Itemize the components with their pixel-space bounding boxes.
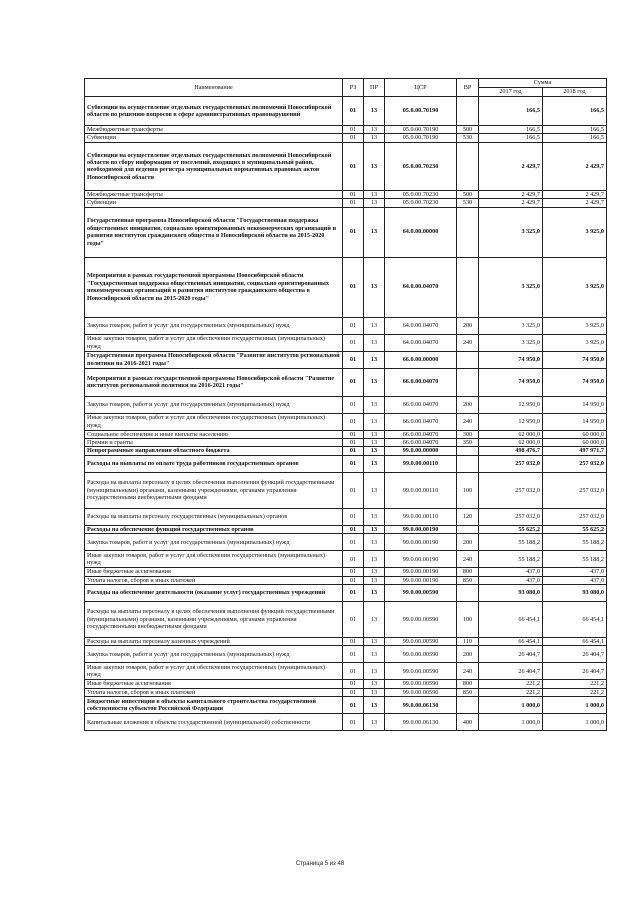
row-sum-2017: 498 476,7 <box>479 447 543 455</box>
row-sum-2018: 3 925,0 <box>543 317 607 334</box>
row-pr: 13 <box>364 455 385 472</box>
header-pr: ПР <box>364 79 385 97</box>
row-name: Мероприятия в рамках государственной программы Новосибирской области "Развитие институтов региональной политики на 2016-2021 годы" <box>85 368 343 396</box>
row-pr: 13 <box>364 551 385 568</box>
row-csr: 99.0.00.06130 <box>385 714 457 731</box>
row-csr: 05.0.00.70190 <box>385 134 457 142</box>
row-vr: 200 <box>457 646 479 663</box>
row-sum-2018: 2 429,7 <box>543 190 607 198</box>
row-pr: 13 <box>364 534 385 551</box>
row-pr: 13 <box>364 368 385 396</box>
row-sum-2017: 2 429,7 <box>479 199 543 207</box>
table-row <box>85 551 607 568</box>
row-pr: 13 <box>364 142 385 190</box>
row-rz: 01 <box>343 455 364 472</box>
row-name: Закупка товаров, работ и услуг для государственных (муниципальных) нужд <box>85 396 343 413</box>
row-rz: 01 <box>343 551 364 568</box>
row-rz: 01 <box>343 680 364 688</box>
row-vr <box>457 525 479 533</box>
row-rz: 01 <box>343 142 364 190</box>
row-pr: 13 <box>364 317 385 334</box>
row-sum-2017: 12 950,0 <box>479 396 543 413</box>
table-row <box>85 508 607 525</box>
table-row <box>85 568 607 576</box>
row-sum-2018: 14 950,0 <box>543 413 607 430</box>
table-row <box>85 430 607 438</box>
row-vr: 200 <box>457 317 479 334</box>
row-sum-2017: 1 000,0 <box>479 697 543 714</box>
row-name: Субвенции <box>85 199 343 207</box>
row-pr: 13 <box>364 714 385 731</box>
row-sum-2018: 26 404,7 <box>543 646 607 663</box>
row-name: Расходы на обеспечение функций государственных органов <box>85 525 343 533</box>
row-csr: 99.0.00.00590 <box>385 638 457 646</box>
row-vr: 100 <box>457 472 479 508</box>
row-sum-2017: 55 625,2 <box>479 525 543 533</box>
row-rz: 01 <box>343 585 364 602</box>
row-name: Субвенции <box>85 134 343 142</box>
row-vr <box>457 351 479 368</box>
row-sum-2018: 2 429,7 <box>543 199 607 207</box>
row-name: Расходы на выплаты по оплате труда работников государственных органов <box>85 455 343 472</box>
row-csr: 64.0.00.04070 <box>385 334 457 351</box>
table-body <box>85 97 607 731</box>
row-name: Непрограммные направления областного бюджета <box>85 447 343 455</box>
row-sum-2018: 2 429,7 <box>543 142 607 190</box>
row-sum-2018: 3 925,0 <box>543 257 607 317</box>
row-sum-2017: 55 188,2 <box>479 534 543 551</box>
row-vr <box>457 207 479 257</box>
header-vr: ВР <box>457 79 479 97</box>
row-pr: 13 <box>364 199 385 207</box>
row-rz: 01 <box>343 439 364 447</box>
row-vr <box>457 97 479 126</box>
table-row <box>85 413 607 430</box>
row-rz: 01 <box>343 134 364 142</box>
row-sum-2017: 2 429,7 <box>479 142 543 190</box>
header-name: Наименование <box>85 79 343 97</box>
row-csr: 05.0.00.70230 <box>385 190 457 198</box>
row-vr: 800 <box>457 568 479 576</box>
row-rz: 01 <box>343 396 364 413</box>
row-name: Закупка товаров, работ и услуг для государственных (муниципальных) нужд <box>85 646 343 663</box>
row-rz: 01 <box>343 646 364 663</box>
row-name: Расходы на выплаты персоналу в целях обеспечения выполнения функций государственными (муниципальными) органами, казенными учреждениями, органами управления государственными внебюджетными фондами <box>85 602 343 638</box>
row-vr <box>457 257 479 317</box>
row-name: Межбюджетные трансферты <box>85 190 343 198</box>
row-sum-2017: 62 000,0 <box>479 439 543 447</box>
row-sum-2017: 74 950,0 <box>479 368 543 396</box>
table-row <box>85 638 607 646</box>
table-row <box>85 447 607 455</box>
row-csr: 99.0.00.00190 <box>385 568 457 576</box>
row-csr: 99.0.00.00000 <box>385 447 457 455</box>
row-name: Уплата налогов, сборов и иных платежей <box>85 576 343 584</box>
row-pr: 13 <box>364 351 385 368</box>
row-sum-2018: 93 080,0 <box>543 585 607 602</box>
row-rz: 01 <box>343 663 364 680</box>
row-name: Капитальные вложения в объекты государственной (муниципальной) собственности <box>85 714 343 731</box>
row-rz: 01 <box>343 714 364 731</box>
row-csr: 99.0.00.06130 <box>385 697 457 714</box>
table-row <box>85 585 607 602</box>
row-sum-2018: 221,2 <box>543 680 607 688</box>
row-sum-2017: 257 032,0 <box>479 472 543 508</box>
row-pr: 13 <box>364 508 385 525</box>
table-header <box>85 79 607 97</box>
row-name: Государственная программа Новосибирской области "Государственная поддержка общественных инициатив, социально ориентированных некоммерческих организаций и развития институтов гражданского общества в Новосибирской области на 2015-2020 годы" <box>85 207 343 257</box>
row-rz: 01 <box>343 257 364 317</box>
row-pr: 13 <box>364 680 385 688</box>
row-csr: 99.0.00.00590 <box>385 680 457 688</box>
row-vr: 100 <box>457 602 479 638</box>
row-csr: 99.0.00.00590 <box>385 663 457 680</box>
row-csr: 05.0.00.70230 <box>385 142 457 190</box>
row-sum-2018: 1 000,0 <box>543 714 607 731</box>
table-row <box>85 97 607 126</box>
row-pr: 13 <box>364 190 385 198</box>
row-vr: 200 <box>457 534 479 551</box>
row-vr: 240 <box>457 551 479 568</box>
row-csr: 66.0.00.04070 <box>385 396 457 413</box>
row-rz: 01 <box>343 602 364 638</box>
row-sum-2018: 437,0 <box>543 568 607 576</box>
row-csr: 99.0.00.00190 <box>385 576 457 584</box>
row-pr: 13 <box>364 576 385 584</box>
row-rz: 01 <box>343 199 364 207</box>
row-sum-2018: 66 454,1 <box>543 602 607 638</box>
row-rz: 01 <box>343 413 364 430</box>
row-vr <box>457 447 479 455</box>
row-csr: 64.0.00.04070 <box>385 257 457 317</box>
page-footer: Страница 5 из 48 <box>295 861 345 867</box>
table-row <box>85 199 607 207</box>
header-csr: ЦСР <box>385 79 457 97</box>
row-name: Иные бюджетные ассигнования <box>85 568 343 576</box>
row-name: Уплата налогов, сборов и иных платежей <box>85 688 343 696</box>
row-vr: 240 <box>457 334 479 351</box>
table-row <box>85 317 607 334</box>
row-sum-2017: 3 325,0 <box>479 317 543 334</box>
row-name: Субвенции на осуществление отдельных государственных полномочий Новосибирской области по решению вопросов в сфере административных правонарушений <box>85 97 343 126</box>
row-vr: 240 <box>457 413 479 430</box>
row-csr: 99.0.00.00110 <box>385 455 457 472</box>
row-name: Бюджетные инвестиции в объекты капитального строительства государственной собственности субъектов Российской Федерации <box>85 697 343 714</box>
row-rz: 01 <box>343 207 364 257</box>
row-sum-2018: 60 000,0 <box>543 439 607 447</box>
row-rz: 01 <box>343 688 364 696</box>
table-row <box>85 142 607 190</box>
row-csr: 99.0.00.00190 <box>385 551 457 568</box>
row-vr: 500 <box>457 126 479 134</box>
row-rz: 01 <box>343 447 364 455</box>
row-name: Иные закупки товаров, работ и услуг для обеспечения государственных (муниципальных) нужд <box>85 413 343 430</box>
row-pr: 13 <box>364 413 385 430</box>
row-pr: 13 <box>364 126 385 134</box>
row-vr <box>457 697 479 714</box>
row-name: Государственная программа Новосибирской области "Развитие институтов региональной политики на 2016-2021 годы" <box>85 351 343 368</box>
row-pr: 13 <box>364 447 385 455</box>
row-pr: 13 <box>364 439 385 447</box>
row-csr: 64.0.00.04070 <box>385 317 457 334</box>
row-pr: 13 <box>364 134 385 142</box>
row-sum-2018: 3 925,0 <box>543 334 607 351</box>
budget-table <box>84 78 607 731</box>
table-row <box>85 126 607 134</box>
row-pr: 13 <box>364 396 385 413</box>
row-csr: 99.0.00.00190 <box>385 534 457 551</box>
row-name: Расходы на выплаты персоналу казенных учреждений <box>85 638 343 646</box>
row-rz: 01 <box>343 472 364 508</box>
table-row <box>85 190 607 198</box>
row-sum-2018: 166,5 <box>543 134 607 142</box>
row-vr <box>457 142 479 190</box>
row-name: Премии и гранты <box>85 439 343 447</box>
row-rz: 01 <box>343 576 364 584</box>
row-sum-2017: 66 454,1 <box>479 602 543 638</box>
row-pr: 13 <box>364 638 385 646</box>
row-sum-2018: 14 950,0 <box>543 396 607 413</box>
row-sum-2017: 166,5 <box>479 97 543 126</box>
row-name: Субвенции на осуществление отдельных государственных полномочий Новосибирской области по сбору информации от поселений, входящих в муниципальный район, необходимой для ведения регистра муниципальных нормативных правовых актов Новосибирской области <box>85 142 343 190</box>
row-vr: 200 <box>457 396 479 413</box>
row-csr: 64.0.00.00000 <box>385 207 457 257</box>
row-pr: 13 <box>364 568 385 576</box>
row-vr: 300 <box>457 430 479 438</box>
row-vr <box>457 455 479 472</box>
row-name: Закупка товаров, работ и услуг для государственных (муниципальных) нужд <box>85 534 343 551</box>
row-sum-2018: 55 188,2 <box>543 534 607 551</box>
row-sum-2017: 93 080,0 <box>479 585 543 602</box>
row-sum-2017: 257 032,0 <box>479 455 543 472</box>
row-csr: 05.0.00.70190 <box>385 97 457 126</box>
row-rz: 01 <box>343 430 364 438</box>
table-row <box>85 646 607 663</box>
table-row <box>85 576 607 584</box>
row-rz: 01 <box>343 508 364 525</box>
row-vr: 350 <box>457 439 479 447</box>
row-rz: 01 <box>343 638 364 646</box>
table-row <box>85 439 607 447</box>
row-name: Социальное обеспечение и иные выплаты населению <box>85 430 343 438</box>
row-sum-2017: 74 950,0 <box>479 351 543 368</box>
table-row <box>85 472 607 508</box>
row-vr: 850 <box>457 688 479 696</box>
row-name: Закупка товаров, работ и услуг для государственных (муниципальных) нужд <box>85 317 343 334</box>
row-sum-2017: 55 188,2 <box>479 551 543 568</box>
row-name: Мероприятия в рамках государственной программы Новосибирской области "Государственная поддержка общественных инициатив, социально ориентированных некоммерческих организаций и развития институтов гражданского общества в Новосибирской области на 2015-2020 годы" <box>85 257 343 317</box>
row-sum-2017: 26 404,7 <box>479 663 543 680</box>
header-2018: 2018 год <box>543 88 607 97</box>
row-pr: 13 <box>364 646 385 663</box>
row-pr: 13 <box>364 663 385 680</box>
row-sum-2018: 437,0 <box>543 576 607 584</box>
row-rz: 01 <box>343 697 364 714</box>
row-sum-2018: 74 950,0 <box>543 351 607 368</box>
table-row <box>85 396 607 413</box>
row-csr: 05.0.00.70190 <box>385 126 457 134</box>
row-csr: 99.0.00.00590 <box>385 585 457 602</box>
row-sum-2018: 74 950,0 <box>543 368 607 396</box>
row-vr: 530 <box>457 134 479 142</box>
row-rz: 01 <box>343 351 364 368</box>
row-rz: 01 <box>343 97 364 126</box>
row-sum-2018: 60 000,0 <box>543 430 607 438</box>
row-vr: 400 <box>457 714 479 731</box>
row-sum-2017: 221,2 <box>479 680 543 688</box>
row-sum-2017: 3 325,0 <box>479 334 543 351</box>
row-name: Расходы на выплаты персоналу в целях обеспечения выполнения функций государственными (муниципальными) органами, казенными учреждениями, органами управления государственными внебюджетными фондами <box>85 472 343 508</box>
row-sum-2018: 257 032,0 <box>543 508 607 525</box>
row-csr: 99.0.00.00190 <box>385 525 457 533</box>
row-rz: 01 <box>343 190 364 198</box>
row-csr: 99.0.00.00590 <box>385 602 457 638</box>
table-row <box>85 351 607 368</box>
row-name: Иные бюджетные ассигнования <box>85 680 343 688</box>
header-sum: Сумма <box>479 79 607 88</box>
row-sum-2017: 221,2 <box>479 688 543 696</box>
table-row <box>85 714 607 731</box>
row-sum-2018: 1 000,0 <box>543 697 607 714</box>
row-csr: 99.0.00.00590 <box>385 646 457 663</box>
row-pr: 13 <box>364 430 385 438</box>
row-rz: 01 <box>343 126 364 134</box>
row-csr: 05.0.00.70230 <box>385 199 457 207</box>
row-sum-2017: 12 950,0 <box>479 413 543 430</box>
row-vr: 120 <box>457 508 479 525</box>
row-csr: 99.0.00.00110 <box>385 508 457 525</box>
row-rz: 01 <box>343 534 364 551</box>
row-vr: 240 <box>457 663 479 680</box>
header-2017: 2017 год <box>479 88 543 97</box>
row-sum-2017: 166,5 <box>479 126 543 134</box>
table-row <box>85 663 607 680</box>
row-name: Межбюджетные трансферты <box>85 126 343 134</box>
table-row <box>85 207 607 257</box>
row-pr: 13 <box>364 585 385 602</box>
row-csr: 99.0.00.00590 <box>385 688 457 696</box>
row-rz: 01 <box>343 368 364 396</box>
row-name: Иные закупки товаров, работ и услуг для обеспечения государственных (муниципальных) нужд <box>85 334 343 351</box>
row-csr: 66.0.00.04070 <box>385 413 457 430</box>
table-row <box>85 334 607 351</box>
table-row <box>85 602 607 638</box>
table-row <box>85 697 607 714</box>
row-sum-2018: 55 625,2 <box>543 525 607 533</box>
table-row <box>85 688 607 696</box>
row-pr: 13 <box>364 697 385 714</box>
row-sum-2018: 55 188,2 <box>543 551 607 568</box>
row-vr: 500 <box>457 190 479 198</box>
row-vr <box>457 585 479 602</box>
table-row <box>85 455 607 472</box>
row-sum-2018: 497 971,7 <box>543 447 607 455</box>
row-vr <box>457 368 479 396</box>
row-sum-2017: 437,0 <box>479 568 543 576</box>
row-sum-2018: 66 454,1 <box>543 638 607 646</box>
table-row <box>85 680 607 688</box>
row-sum-2018: 257 032,0 <box>543 455 607 472</box>
row-sum-2017: 3 325,0 <box>479 257 543 317</box>
row-pr: 13 <box>364 97 385 126</box>
row-csr: 66.0.00.04070 <box>385 430 457 438</box>
row-csr: 66.0.00.04070 <box>385 368 457 396</box>
row-sum-2017: 257 032,0 <box>479 508 543 525</box>
row-pr: 13 <box>364 688 385 696</box>
table-row <box>85 534 607 551</box>
row-pr: 13 <box>364 334 385 351</box>
row-csr: 66.0.00.00000 <box>385 351 457 368</box>
row-name: Иные закупки товаров, работ и услуг для обеспечения государственных (муниципальных) нужд <box>85 663 343 680</box>
row-rz: 01 <box>343 334 364 351</box>
row-sum-2018: 26 404,7 <box>543 663 607 680</box>
row-name: Иные закупки товаров, работ и услуг для обеспечения государственных (муниципальных) нужд <box>85 551 343 568</box>
row-sum-2018: 221,2 <box>543 688 607 696</box>
table-row <box>85 257 607 317</box>
row-rz: 01 <box>343 317 364 334</box>
row-vr: 110 <box>457 638 479 646</box>
row-sum-2018: 166,5 <box>543 126 607 134</box>
row-sum-2017: 3 325,0 <box>479 207 543 257</box>
row-rz: 01 <box>343 568 364 576</box>
table-row <box>85 134 607 142</box>
row-rz: 01 <box>343 525 364 533</box>
row-sum-2017: 66 454,1 <box>479 638 543 646</box>
table-row <box>85 525 607 533</box>
row-sum-2018: 257 032,0 <box>543 472 607 508</box>
row-vr: 800 <box>457 680 479 688</box>
row-vr: 850 <box>457 576 479 584</box>
row-csr: 99.0.00.00110 <box>385 472 457 508</box>
row-name: Расходы на выплаты персоналу государственных (муниципальных) органов <box>85 508 343 525</box>
header-rz: РЗ <box>343 79 364 97</box>
row-sum-2017: 2 429,7 <box>479 190 543 198</box>
row-sum-2018: 3 925,0 <box>543 207 607 257</box>
row-sum-2017: 62 000,0 <box>479 430 543 438</box>
row-vr: 530 <box>457 199 479 207</box>
row-pr: 13 <box>364 257 385 317</box>
row-pr: 13 <box>364 207 385 257</box>
table-row <box>85 368 607 396</box>
row-sum-2018: 166,5 <box>543 97 607 126</box>
row-pr: 13 <box>364 602 385 638</box>
row-sum-2017: 26 404,7 <box>479 646 543 663</box>
row-csr: 66.0.00.04070 <box>385 439 457 447</box>
row-sum-2017: 1 000,0 <box>479 714 543 731</box>
row-name: Расходы на обеспечение деятельности (оказание услуг) государственных учреждений <box>85 585 343 602</box>
row-pr: 13 <box>364 525 385 533</box>
row-pr: 13 <box>364 472 385 508</box>
row-sum-2017: 166,5 <box>479 134 543 142</box>
row-sum-2017: 437,0 <box>479 576 543 584</box>
